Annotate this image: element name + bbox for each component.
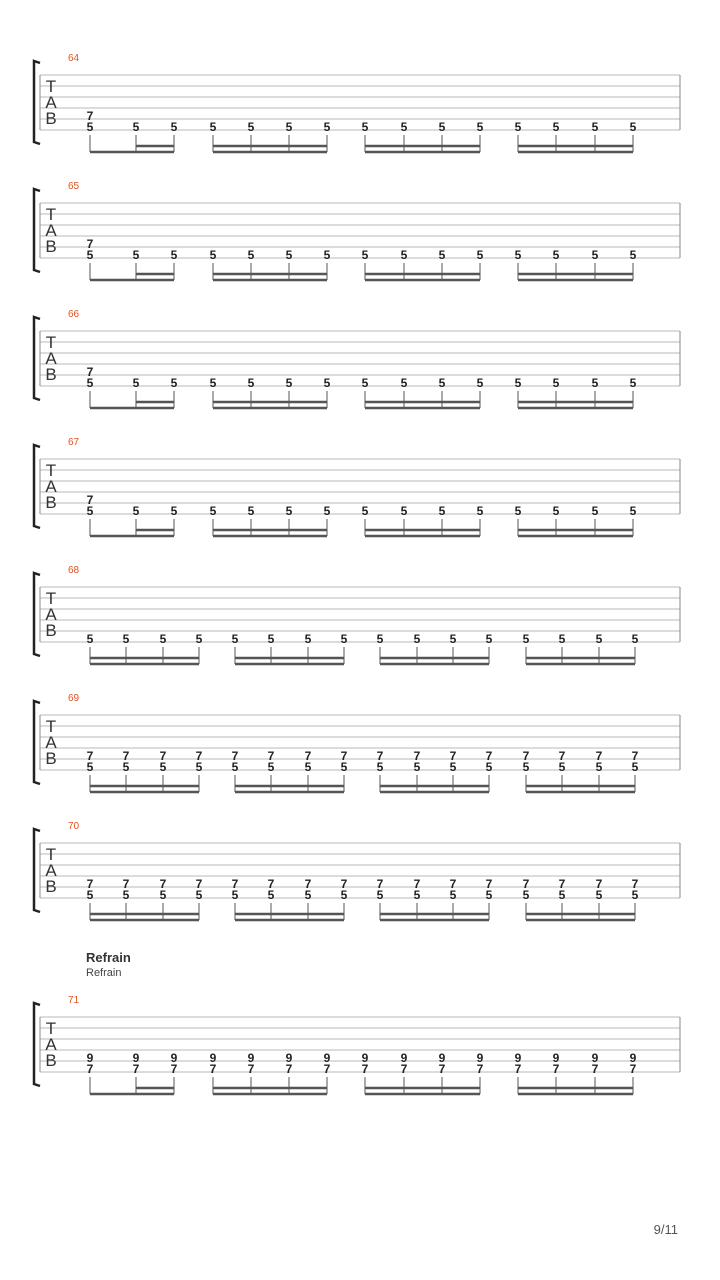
fret-number: 9: [285, 1051, 293, 1065]
fret-number: 5: [438, 120, 446, 134]
fret-number: 5: [209, 120, 217, 134]
tab-clef-letter: A: [45, 733, 57, 752]
fret-number: 5: [247, 376, 255, 390]
fret-number: 7: [522, 877, 530, 891]
tab-clef-letter: B: [45, 1051, 57, 1070]
fret-number: 7: [323, 1062, 331, 1076]
fret-number: 7: [122, 749, 130, 763]
fret-number: 5: [195, 888, 203, 902]
fret-number: 5: [413, 888, 421, 902]
fret-number: 5: [285, 376, 293, 390]
fret-number: 5: [413, 760, 421, 774]
fret-number: 7: [449, 749, 457, 763]
fret-number: 5: [285, 120, 293, 134]
fret-number: 5: [591, 504, 599, 518]
measure-number: 65: [68, 181, 80, 192]
fret-number: 5: [449, 632, 457, 646]
fret-number: 5: [485, 888, 493, 902]
fret-number: 5: [514, 504, 522, 518]
fret-number: 7: [86, 237, 94, 251]
fret-number: 7: [558, 749, 566, 763]
fret-number: 7: [86, 109, 94, 123]
tab-clef-letter: T: [45, 333, 57, 352]
fret-number: 5: [400, 248, 408, 262]
fret-number: 5: [485, 632, 493, 646]
fret-number: 5: [247, 248, 255, 262]
fret-number: 5: [629, 504, 637, 518]
fret-number: 5: [323, 504, 331, 518]
fret-number: 7: [552, 1062, 560, 1076]
system-bracket: [34, 317, 40, 400]
fret-number: 5: [323, 120, 331, 134]
fret-number: 5: [170, 376, 178, 390]
fret-number: 5: [247, 120, 255, 134]
fret-number: 7: [631, 749, 639, 763]
fret-number: 5: [122, 632, 130, 646]
fret-number: 7: [340, 877, 348, 891]
fret-number: 7: [413, 749, 421, 763]
fret-number: 5: [86, 248, 94, 262]
fret-number: 7: [86, 877, 94, 891]
fret-number: 7: [595, 877, 603, 891]
fret-number: 5: [595, 888, 603, 902]
tab-clef-letter: B: [45, 621, 57, 640]
fret-number: 5: [304, 888, 312, 902]
fret-number: 7: [285, 1062, 293, 1076]
fret-number: 5: [132, 376, 140, 390]
fret-number: 9: [514, 1051, 522, 1065]
fret-number: 7: [438, 1062, 446, 1076]
fret-number: 5: [514, 120, 522, 134]
fret-number: 5: [159, 888, 167, 902]
measure-number: 66: [68, 309, 80, 320]
fret-number: 5: [285, 248, 293, 262]
fret-number: 5: [476, 248, 484, 262]
fret-number: 7: [340, 749, 348, 763]
fret-number: 7: [209, 1062, 217, 1076]
fret-number: 5: [209, 376, 217, 390]
fret-number: 7: [159, 877, 167, 891]
fret-number: 9: [438, 1051, 446, 1065]
fret-number: 7: [195, 749, 203, 763]
fret-number: 7: [170, 1062, 178, 1076]
fret-number: 7: [247, 1062, 255, 1076]
fret-number: 7: [86, 749, 94, 763]
fret-number: 5: [400, 504, 408, 518]
fret-number: 5: [476, 120, 484, 134]
fret-number: 5: [86, 888, 94, 902]
tab-clef-letter: B: [45, 749, 57, 768]
fret-number: 9: [552, 1051, 560, 1065]
fret-number: 5: [231, 632, 239, 646]
fret-number: 5: [340, 760, 348, 774]
measure-number: 67: [68, 437, 80, 448]
fret-number: 7: [361, 1062, 369, 1076]
fret-number: 5: [522, 888, 530, 902]
fret-number: 5: [438, 504, 446, 518]
fret-number: 5: [304, 632, 312, 646]
fret-number: 7: [231, 877, 239, 891]
page-number: 9/11: [653, 1222, 678, 1237]
fret-number: 7: [195, 877, 203, 891]
fret-number: 9: [629, 1051, 637, 1065]
tab-clef-letter: T: [45, 717, 57, 736]
fret-number: 5: [631, 760, 639, 774]
tab-clef-letter: A: [45, 349, 57, 368]
fret-number: 5: [558, 760, 566, 774]
fret-number: 5: [361, 504, 369, 518]
fret-number: 5: [323, 376, 331, 390]
fret-number: 5: [267, 888, 275, 902]
fret-number: 5: [631, 632, 639, 646]
system-bracket: [34, 1003, 40, 1086]
fret-number: 5: [285, 504, 293, 518]
fret-number: 7: [449, 877, 457, 891]
fret-number: 7: [122, 877, 130, 891]
tab-clef-letter: A: [45, 93, 57, 112]
fret-number: 5: [522, 760, 530, 774]
fret-number: 5: [159, 760, 167, 774]
tab-clef-letter: T: [45, 77, 57, 96]
fret-number: 5: [170, 248, 178, 262]
tab-clef-letter: B: [45, 365, 57, 384]
fret-number: 5: [476, 504, 484, 518]
fret-number: 7: [522, 749, 530, 763]
fret-number: 7: [86, 365, 94, 379]
fret-number: 7: [514, 1062, 522, 1076]
fret-number: 5: [485, 760, 493, 774]
fret-number: 9: [86, 1051, 94, 1065]
system-bracket: [34, 573, 40, 656]
fret-number: 5: [376, 760, 384, 774]
fret-number: 5: [514, 248, 522, 262]
fret-number: 7: [304, 877, 312, 891]
fret-number: 5: [522, 632, 530, 646]
fret-number: 5: [361, 120, 369, 134]
fret-number: 5: [629, 376, 637, 390]
fret-number: 5: [400, 376, 408, 390]
system-bracket: [34, 189, 40, 272]
fret-number: 5: [86, 760, 94, 774]
fret-number: 9: [591, 1051, 599, 1065]
fret-number: 5: [629, 120, 637, 134]
fret-number: 5: [231, 888, 239, 902]
fret-number: 7: [231, 749, 239, 763]
fret-number: 5: [86, 632, 94, 646]
fret-number: 5: [304, 760, 312, 774]
tab-clef-letter: A: [45, 861, 57, 880]
fret-number: 9: [247, 1051, 255, 1065]
measure-number: 68: [68, 565, 80, 576]
fret-number: 5: [170, 504, 178, 518]
fret-number: 5: [132, 120, 140, 134]
fret-number: 5: [629, 248, 637, 262]
fret-number: 7: [267, 877, 275, 891]
fret-number: 5: [132, 504, 140, 518]
measure-number: 71: [68, 995, 80, 1006]
tab-clef-letter: A: [45, 1035, 57, 1054]
tab-clef-letter: T: [45, 205, 57, 224]
fret-number: 7: [376, 877, 384, 891]
fret-number: 9: [209, 1051, 217, 1065]
fret-number: 9: [361, 1051, 369, 1065]
fret-number: 5: [476, 376, 484, 390]
fret-number: 5: [195, 760, 203, 774]
tab-clef-letter: T: [45, 589, 57, 608]
fret-number: 9: [323, 1051, 331, 1065]
tab-clef-letter: T: [45, 845, 57, 864]
fret-number: 5: [267, 632, 275, 646]
fret-number: 5: [438, 248, 446, 262]
fret-number: 5: [132, 248, 140, 262]
tab-clef-letter: B: [45, 237, 57, 256]
fret-number: 7: [485, 877, 493, 891]
system-bracket: [34, 445, 40, 528]
measure-number: 70: [68, 821, 80, 832]
fret-number: 7: [267, 749, 275, 763]
fret-number: 7: [159, 749, 167, 763]
fret-number: 5: [514, 376, 522, 390]
tab-clef-letter: A: [45, 221, 57, 240]
fret-number: 5: [591, 120, 599, 134]
fret-number: 9: [476, 1051, 484, 1065]
fret-number: 5: [122, 760, 130, 774]
fret-number: 5: [591, 248, 599, 262]
fret-number: 9: [170, 1051, 178, 1065]
fret-number: 5: [86, 120, 94, 134]
fret-number: 7: [631, 877, 639, 891]
fret-number: 5: [595, 760, 603, 774]
fret-number: 7: [132, 1062, 140, 1076]
system-bracket: [34, 61, 40, 144]
fret-number: 5: [340, 888, 348, 902]
tab-clef-letter: B: [45, 493, 57, 512]
fret-number: 7: [400, 1062, 408, 1076]
fret-number: 7: [591, 1062, 599, 1076]
fret-number: 7: [376, 749, 384, 763]
fret-number: 7: [485, 749, 493, 763]
tab-clef-letter: T: [45, 461, 57, 480]
fret-number: 5: [413, 632, 421, 646]
fret-number: 7: [558, 877, 566, 891]
fret-number: 5: [323, 248, 331, 262]
system-bracket: [34, 829, 40, 912]
fret-number: 5: [558, 632, 566, 646]
fret-number: 5: [591, 376, 599, 390]
fret-number: 5: [247, 504, 255, 518]
fret-number: 7: [476, 1062, 484, 1076]
fret-number: 5: [631, 888, 639, 902]
fret-number: 5: [400, 120, 408, 134]
fret-number: 5: [209, 248, 217, 262]
fret-number: 5: [122, 888, 130, 902]
fret-number: 5: [449, 760, 457, 774]
measure-number: 69: [68, 693, 80, 704]
fret-number: 5: [195, 632, 203, 646]
fret-number: 5: [552, 504, 560, 518]
fret-number: 5: [552, 120, 560, 134]
fret-number: 7: [304, 749, 312, 763]
fret-number: 5: [595, 632, 603, 646]
fret-number: 5: [231, 760, 239, 774]
fret-number: 5: [361, 248, 369, 262]
fret-number: 5: [267, 760, 275, 774]
system-bracket: [34, 701, 40, 784]
fret-number: 5: [170, 120, 178, 134]
tab-clef-letter: A: [45, 605, 57, 624]
fret-number: 5: [552, 376, 560, 390]
fret-number: 5: [376, 632, 384, 646]
tab-clef-letter: B: [45, 109, 57, 128]
section-title: Refrain: [86, 950, 131, 965]
tab-clef-letter: T: [45, 1019, 57, 1038]
fret-number: 5: [558, 888, 566, 902]
fret-number: 5: [376, 888, 384, 902]
fret-number: 5: [361, 376, 369, 390]
fret-number: 7: [413, 877, 421, 891]
fret-number: 7: [595, 749, 603, 763]
fret-number: 5: [159, 632, 167, 646]
fret-number: 5: [209, 504, 217, 518]
fret-number: 9: [132, 1051, 140, 1065]
fret-number: 5: [86, 376, 94, 390]
fret-number: 5: [552, 248, 560, 262]
fret-number: 5: [449, 888, 457, 902]
fret-number: 9: [400, 1051, 408, 1065]
fret-number: 5: [86, 504, 94, 518]
tab-clef-letter: A: [45, 477, 57, 496]
fret-number: 5: [438, 376, 446, 390]
measure-number: 64: [68, 53, 80, 64]
tab-clef-letter: B: [45, 877, 57, 896]
section-subtitle: Refrain: [86, 967, 122, 979]
fret-number: 7: [629, 1062, 637, 1076]
fret-number: 7: [86, 1062, 94, 1076]
fret-number: 5: [340, 632, 348, 646]
fret-number: 7: [86, 493, 94, 507]
